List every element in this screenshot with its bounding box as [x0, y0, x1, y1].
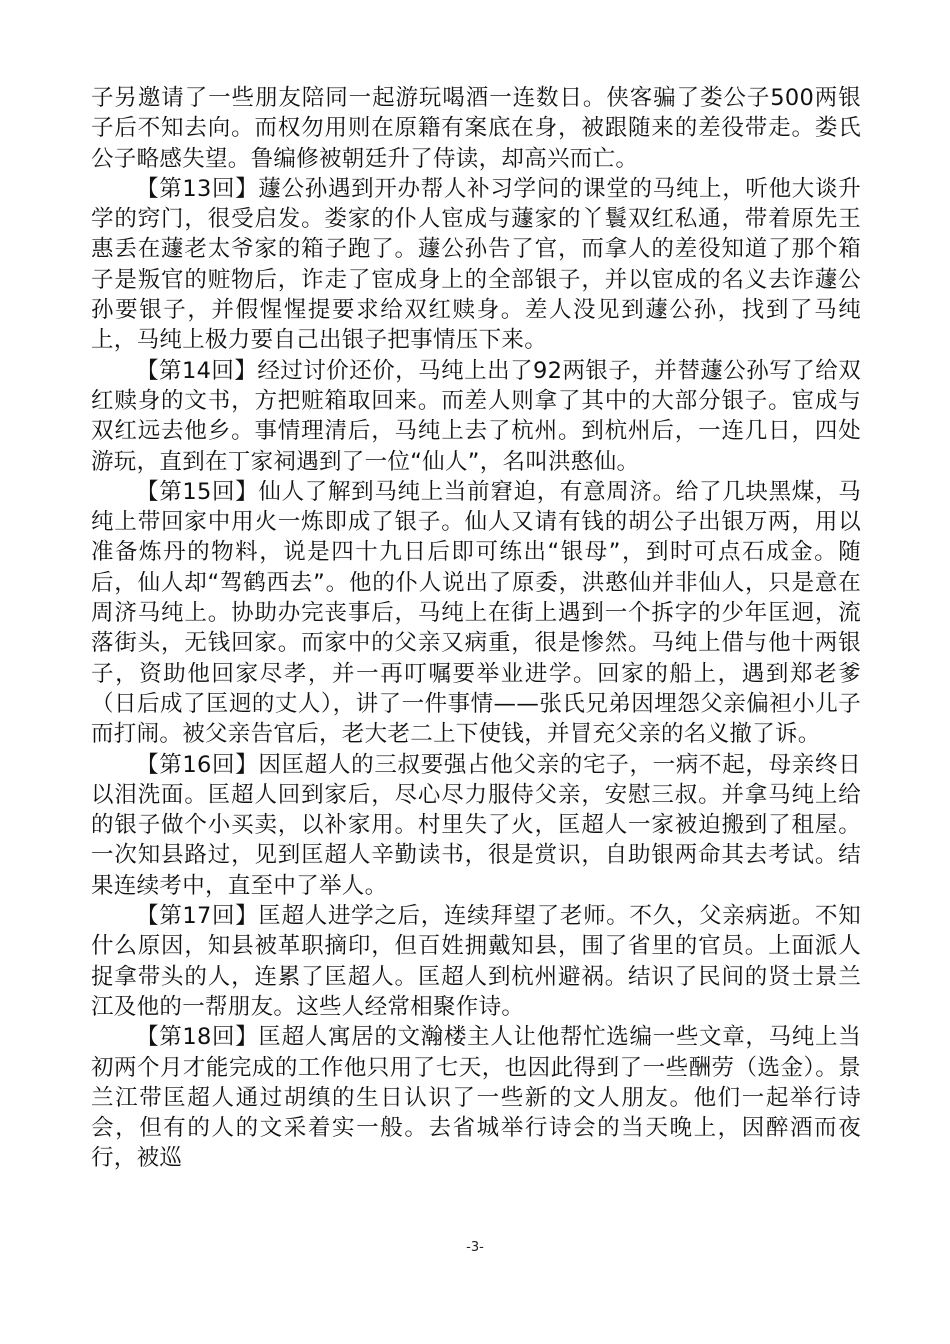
document-body: [91, 83, 861, 1174]
paragraph-chapter-15: 【第15回】仙人了解到马纯上当前窘迫，有意周济。给了几块黑煤，马纯上带回家中用火一炼即成了银子。仙人又请有钱的胡公子出银万两，用以准备炼丹的物料，说是四十九日后即可练出“银母”，到时可点石成金。随后，仙人却“驾鹤西去”。他的仆人说出了原委，洪憨仙并非仙人，只是意在周济马纯上。协助办完丧事后，马纯上在街上遇到一个拆字的少年匡迥，流落街头，无钱回家。而家中的父亲又病重，很是惨然。马纯上借与他十两银子，资助他回家尽孝，并一再叮嘱要举业进学。回家的船上，遇到郑老爹（日后成了匡迥的丈人），讲了一件事情——张氏兄弟因埋怨父亲偏袒小儿子而打闹。被父亲告官后，老大老二上下使钱，并冒充父亲的名义撤了诉。: [91, 478, 861, 748]
paragraph-chapter-18: 【第18回】匡超人寓居的文瀚楼主人让他帮忙选编一些文章，马纯上当初两个月才能完成的工作他只用了七天，也因此得到了一些酬劳（选金）。景兰江带匡超人通过胡缜的生日认识了一些新的文人朋友。他们一起举行诗会，但有的人的文采着实一般。去省城举行诗会的当天晚上，因醉酒而夜行，被巡: [91, 1024, 861, 1172]
paragraph-chapter-14: 【第14回】经过讨价还价，马纯上出了92两银子，并替蘧公孙写了给双红赎身的文书，方把赃箱取回来。而差人则拿了其中的大部分银子。宦成与双红远去他乡。事情理清后，马纯上去了杭州。到杭州后，一连几日，四处游玩，直到在丁家祠遇到了一位“仙人”，名叫洪憨仙。: [91, 357, 861, 475]
paragraph-chapter-16: 【第16回】因匡超人的三叔要强占他父亲的宅子，一病不起，母亲终日以泪洗面。匡超人回到家后，尽心尽力服侍父亲，安慰三叔。并拿马纯上给的银子做个小买卖，以补家用。村里失了火，匡超人一家被迫搬到了租屋。一次知县路过，见到匡超人辛勤读书，很是赏识，自助银两命其去考试。结果连续考中，直至中了举人。: [91, 751, 861, 899]
paragraph-chapter-13: 【第13回】蘧公孙遇到开办帮人补习学问的课堂的马纯上，听他大谈升学的窍门，很受启发。娄家的仆人宦成与蘧家的丫鬟双红私通，带着原先王惠丢在蘧老太爷家的箱子跑了。蘧公孙告了官，而拿人的差役知道了那个箱子是叛官的赃物后，诈走了宦成身上的全部银子，并以宦成的名义去诈蘧公孙要银子，并假惺惺提要求给双红赎身。差人没见到蘧公孙，找到了马纯上，马纯上极力要自己出银子把事情压下来。: [91, 175, 861, 354]
page-number: -3-: [466, 1240, 484, 1255]
paragraph-chapter-17: 【第17回】匡超人进学之后，连续拜望了老师。不久，父亲病逝。不知什么原因，知县被革职摘印，但百姓拥戴知县，围了省里的官员。上面派人捉拿带头的人，连累了匡超人。匡超人到杭州避祸。结识了民间的贤士景兰江及他的一帮朋友。这些人经常相聚作诗。: [91, 903, 861, 1020]
paragraph-continuation: 子另邀请了一些朋友陪同一起游玩喝酒一连数日。侠客骗了娄公子500两银子后不知去向。而权勿用则在原籍有案底在身，被跟随来的差役带走。娄氏公子略感失望。鲁编修被朝廷升了侍读，却高兴而亡。: [91, 85, 861, 172]
